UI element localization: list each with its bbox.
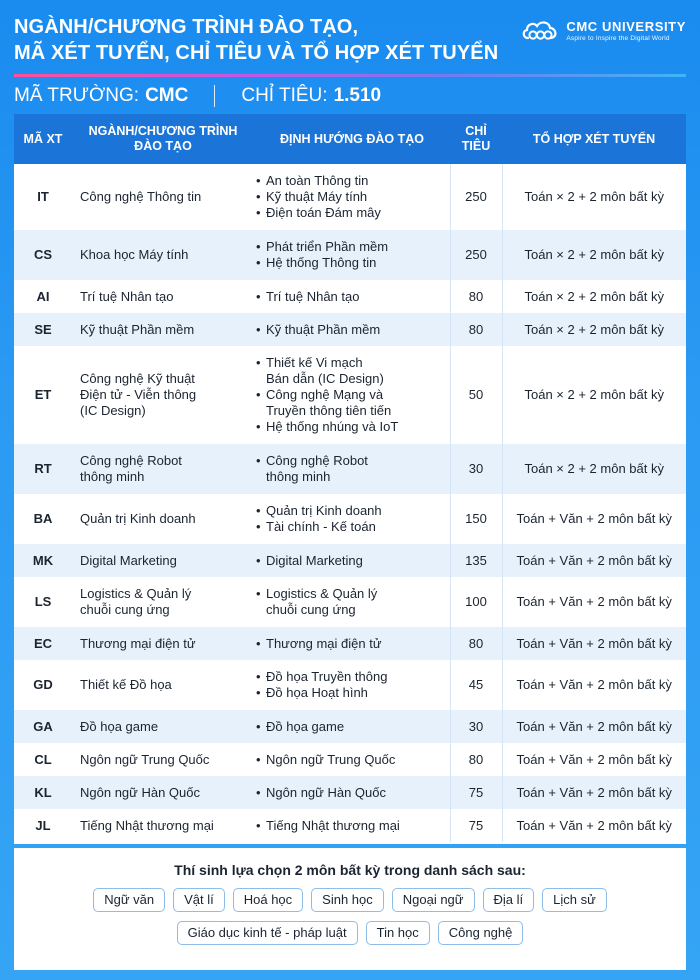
orientation-item: • Phát triển Phần mềm <box>256 239 449 255</box>
orientation-item: • Đồ họa game <box>256 719 449 735</box>
program-quota: 75 <box>450 809 502 842</box>
header-orientation: ĐỊNH HƯỚNG ĐÀO TẠO <box>254 114 450 164</box>
table-row <box>14 444 686 494</box>
admission-combination: Toán + Văn + 2 môn bất kỳ <box>502 710 686 743</box>
table-row <box>14 544 686 577</box>
program-code: GD <box>33 677 53 692</box>
program-name: Logistics & Quản lý chuỗi cung ứng <box>80 586 192 617</box>
admission-combination: Toán × 2 + 2 môn bất kỳ <box>502 346 686 444</box>
admission-combination: Toán + Văn + 2 môn bất kỳ <box>502 577 686 627</box>
table-row <box>14 280 686 313</box>
orientation-item: • Hệ thống nhúng và IoT <box>256 419 449 435</box>
admission-combination: Toán × 2 + 2 môn bất kỳ <box>502 230 686 280</box>
admission-combination: Toán + Văn + 2 môn bất kỳ <box>502 743 686 776</box>
orientation-item: • Kỹ thuật Phần mềm <box>256 322 449 338</box>
subject-chip: Công nghệ <box>438 921 524 945</box>
program-name: Quản trị Kinh doanh <box>80 511 196 526</box>
subject-instruction: Thí sinh lựa chọn 2 môn bất kỳ trong danh sách sau: <box>174 862 526 878</box>
training-orientation <box>254 313 450 346</box>
program-code: SE <box>14 313 72 346</box>
program-name: Khoa học Máy tính <box>72 230 254 280</box>
program-quota: 100 <box>450 577 502 627</box>
orientation-item: • Công nghệ Robot thông minh <box>256 453 449 485</box>
program-quota: 80 <box>450 313 502 346</box>
orientation-item: • Quản trị Kinh doanh <box>256 503 449 519</box>
subject-chip: Địa lí <box>483 888 535 912</box>
admission-combination: Toán × 2 + 2 môn bất kỳ <box>502 164 686 230</box>
table-row <box>14 743 686 776</box>
training-orientation <box>254 809 450 842</box>
program-quota: 80 <box>450 280 502 313</box>
table-row <box>14 230 686 280</box>
admission-combination: Toán + Văn + 2 môn bất kỳ <box>502 660 686 710</box>
program-name: Thiết kế Đồ họa <box>80 677 172 692</box>
program-quota: 50 <box>450 346 502 444</box>
program-code: EC <box>14 627 72 660</box>
admission-combination: Toán + Văn + 2 môn bất kỳ <box>502 627 686 660</box>
subject-chip: Sinh học <box>311 888 384 912</box>
orientation-item: • Digital Marketing <box>256 553 449 569</box>
table-row <box>14 346 686 444</box>
subject-selection-panel <box>14 848 686 970</box>
training-orientation <box>254 660 450 710</box>
program-code: CS <box>14 230 72 280</box>
table-row <box>14 627 686 660</box>
program-name: Tiếng Nhật thương mại <box>80 817 214 833</box>
program-quota: 30 <box>450 444 502 494</box>
table-row <box>14 164 686 230</box>
training-orientation <box>254 544 450 577</box>
program-code: CL <box>34 751 52 767</box>
program-quota: 80 <box>450 743 502 776</box>
orientation-item: • Hệ thống Thông tin <box>256 255 449 271</box>
programs-table <box>14 114 686 842</box>
subject-chip: Vật lí <box>173 888 225 912</box>
program-code: GA <box>14 710 72 743</box>
info-separator <box>214 85 215 107</box>
orientation-item: • Thương mại điện tử <box>256 636 449 652</box>
program-name: Đồ họa game <box>72 710 254 743</box>
program-code: RT <box>14 444 72 494</box>
program-quota: 75 <box>450 776 502 809</box>
table-row <box>14 577 686 627</box>
program-name: Digital Marketing <box>72 544 254 577</box>
orientation-item: • Ngôn ngữ Hàn Quốc <box>256 785 449 801</box>
orientation-item: • Kỹ thuật Máy tính <box>256 189 449 205</box>
program-name: Kỹ thuật Phần mềm <box>72 313 254 346</box>
table-header-row <box>14 114 686 164</box>
table-row <box>14 660 686 710</box>
training-orientation <box>254 627 450 660</box>
program-name: Ngôn ngữ Trung Quốc <box>80 751 210 767</box>
program-code: MK <box>14 544 72 577</box>
subject-chip: Lịch sử <box>542 888 607 912</box>
program-name: Công nghệ Kỹ thuật Điện tử - Viễn thông (IC Design) <box>80 371 197 418</box>
subject-chip: Giáo dục kinh tế - pháp luật <box>177 921 358 945</box>
program-quota: 80 <box>450 627 502 660</box>
training-orientation <box>254 710 450 743</box>
admission-combination: Toán + Văn + 2 môn bất kỳ <box>502 776 686 809</box>
program-name: Công nghệ Robot thông minh <box>72 444 254 494</box>
subject-chip: Tin học <box>366 921 430 945</box>
header <box>14 14 686 74</box>
orientation-item: • Thiết kế Vi mạch Bán dẫn (IC Design) <box>256 355 449 387</box>
program-name: Trí tuệ Nhân tạo <box>80 288 174 304</box>
training-orientation <box>254 280 450 313</box>
programs-table-container <box>14 114 686 844</box>
training-orientation <box>254 577 450 627</box>
program-quota: 150 <box>450 494 502 544</box>
table-row <box>14 776 686 809</box>
program-code: AI <box>36 288 50 304</box>
logo-tagline: Aspire to Inspire the Digital World <box>566 34 670 42</box>
table-row <box>14 809 686 842</box>
subject-chips-row-2 <box>14 921 686 945</box>
admission-combination: Toán × 2 + 2 môn bất kỳ <box>502 280 686 313</box>
orientation-item: • Tiếng Nhật thương mại <box>256 818 449 834</box>
subject-chip: Ngữ văn <box>93 888 165 912</box>
orientation-item: • Trí tuệ Nhân tạo <box>256 289 449 305</box>
school-info-bar <box>14 80 381 112</box>
school-code-label: MÃ TRƯỜNG: <box>14 85 140 106</box>
orientation-item: • Ngôn ngữ Trung Quốc <box>256 752 449 768</box>
subject-chip: Ngoại ngữ <box>392 888 475 912</box>
total-quota-value: 1.510 <box>333 85 382 106</box>
program-quota: 250 <box>450 230 502 280</box>
program-quota: 30 <box>450 710 502 743</box>
training-orientation <box>254 346 450 444</box>
admission-combination: Toán + Văn + 2 môn bất kỳ <box>502 544 686 577</box>
program-quota: 45 <box>450 660 502 710</box>
program-quota: 250 <box>450 164 502 230</box>
header-code: MÃ XT <box>14 114 72 164</box>
header-major: NGÀNH/CHƯƠNG TRÌNH ĐÀO TẠO <box>72 114 254 164</box>
header-quota: CHỈ TIÊU <box>450 114 502 164</box>
total-quota-label: CHỈ TIÊU: <box>241 85 328 106</box>
orientation-item: • Đồ họa Truyền thông <box>256 669 449 685</box>
admission-combination: Toán × 2 + 2 môn bất kỳ <box>502 313 686 346</box>
training-orientation <box>254 494 450 544</box>
orientation-item: • Điện toán Đám mây <box>256 205 449 221</box>
table-row <box>14 710 686 743</box>
admission-combination: Toán × 2 + 2 môn bất kỳ <box>502 444 686 494</box>
training-orientation <box>254 230 450 280</box>
orientation-item: • Công nghệ Mạng và Truyền thông tiên tiến <box>256 387 449 419</box>
training-orientation <box>254 776 450 809</box>
program-code: ET <box>34 387 52 402</box>
school-code-value: CMC <box>145 85 189 106</box>
training-orientation <box>254 743 450 776</box>
cmc-logo <box>520 18 686 44</box>
table-row <box>14 313 686 346</box>
cmc-cloud-icon <box>520 18 560 44</box>
admission-combination: Toán + Văn + 2 môn bất kỳ <box>502 809 686 842</box>
program-code: LS <box>34 594 52 609</box>
orientation-item: • An toàn Thông tin <box>256 173 449 189</box>
logo-name: CMC UNIVERSITY <box>566 18 686 34</box>
program-name: Công nghệ Thông tin <box>80 189 202 204</box>
gradient-divider <box>14 74 686 77</box>
program-quota: 135 <box>450 544 502 577</box>
training-orientation <box>254 444 450 494</box>
program-name: Thương mại điện tử <box>72 627 254 660</box>
program-code: JL <box>35 817 51 833</box>
title-line-1: NGÀNH/CHƯƠNG TRÌNH ĐÀO TẠO, <box>14 16 359 38</box>
program-code: BA <box>33 511 53 526</box>
admission-combination: Toán + Văn + 2 môn bất kỳ <box>502 494 686 544</box>
header-combo: TỔ HỢP XÉT TUYỂN <box>502 114 686 164</box>
orientation-item: • Tài chính - Kế toán <box>256 519 449 535</box>
training-orientation <box>254 164 450 230</box>
subject-chip: Hoá học <box>233 888 303 912</box>
subject-chips-row-1 <box>14 888 686 912</box>
program-code: IT <box>37 189 49 204</box>
orientation-item: • Logistics & Quản lý chuỗi cung ứng <box>256 586 449 618</box>
program-name: Ngôn ngữ Hàn Quốc <box>72 776 254 809</box>
orientation-item: • Đồ họa Hoạt hình <box>256 685 449 701</box>
title-line-2: MÃ XÉT TUYỂN, CHỈ TIÊU VÀ TỔ HỢP XÉT TUYỂN <box>14 42 499 64</box>
table-row <box>14 494 686 544</box>
program-code: KL <box>14 776 72 809</box>
